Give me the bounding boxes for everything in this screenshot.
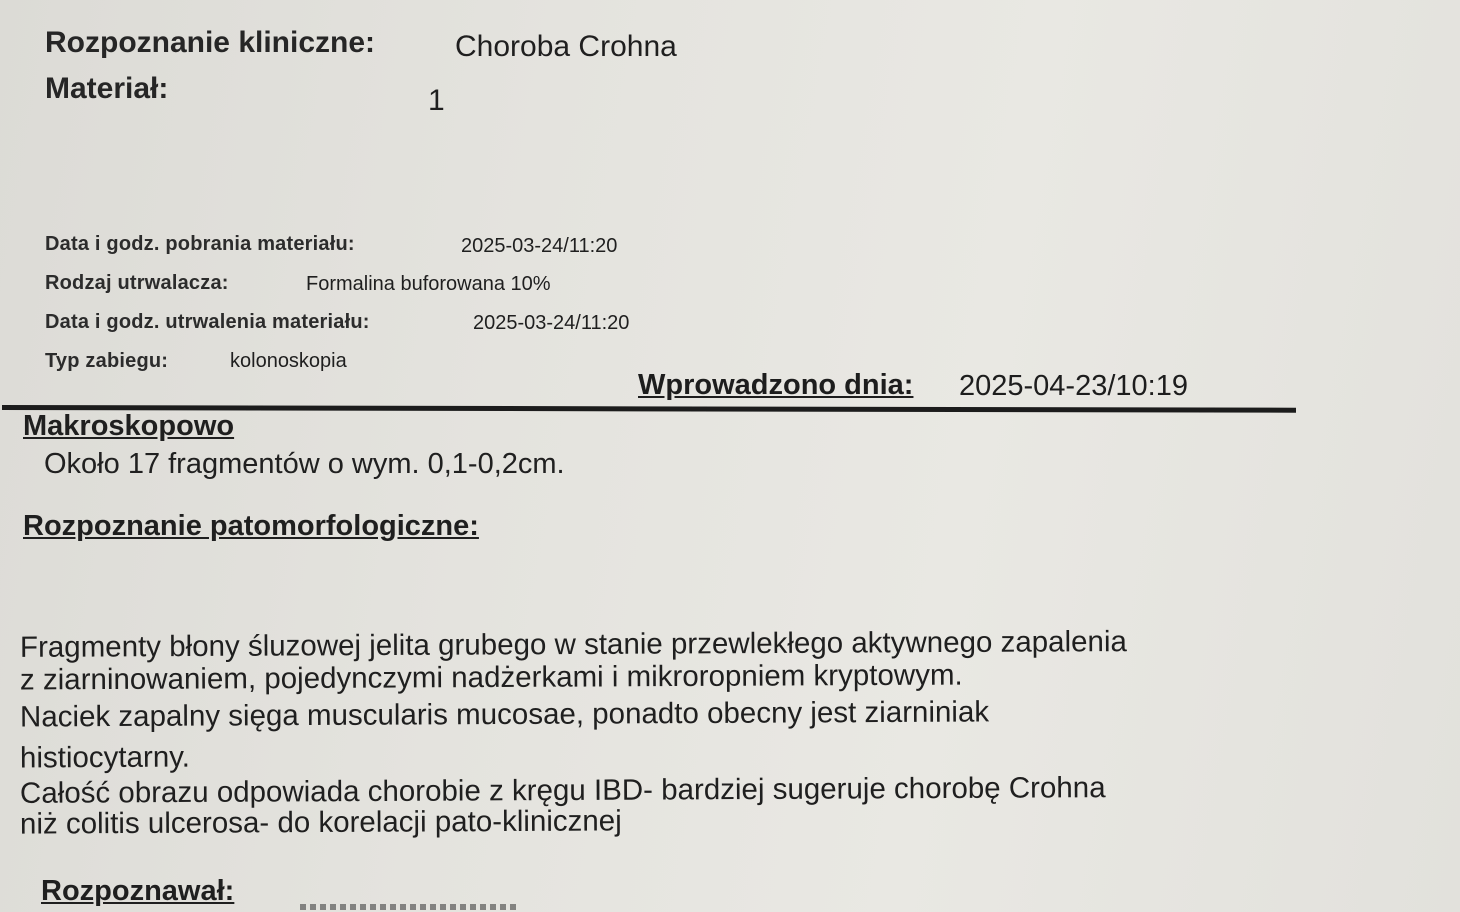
material-value: 1	[428, 84, 445, 117]
fixative-type-label: Rodzaj utrwalacza:	[45, 272, 229, 294]
material-label: Materiał:	[45, 72, 169, 105]
diagnosed-by-title: Rozpoznawał:	[41, 875, 235, 907]
collection-datetime-label: Data i godz. pobrania materiału:	[45, 233, 355, 255]
macroscopic-text: Około 17 fragmentów o wym. 0,1-0,2cm.	[44, 448, 565, 480]
diagnosis-line-1: Fragmenty błony śluzowej jelita grubego w stanie przewlekłego aktywnego zapalenia	[19, 625, 1127, 664]
fixation-datetime-value: 2025-03-24/11:20	[473, 312, 630, 334]
macroscopic-title: Makroskopowo	[23, 410, 235, 442]
diagnosis-line-3: Naciek zapalny sięga muscularis mucosae, ponadto obecny jest ziarniniak	[19, 695, 990, 734]
fixation-datetime-label: Data i godz. utrwalenia materiału:	[45, 311, 370, 333]
diagnosis-line-6: niż colitis ulcerosa- do korelacji pato-klinicznej	[19, 804, 622, 841]
clinical-diagnosis-value: Choroba Crohna	[455, 30, 677, 63]
diagnosis-line-5: Całość obrazu odpowiada chorobie z kręgu IBD- bardziej sugeruje chorobę Crohna	[19, 771, 1106, 810]
collection-datetime-value: 2025-03-24/11:20	[461, 235, 618, 257]
fixative-type-value: Formalina buforowana 10%	[306, 273, 551, 295]
diagnosis-line-4: histiocytarny.	[19, 740, 191, 775]
pathomorphological-diagnosis-title: Rozpoznanie patomorfologiczne:	[23, 510, 479, 542]
cropped-signature-name	[300, 902, 520, 912]
entered-date-value: 2025-04-23/10:19	[959, 370, 1188, 402]
procedure-type-value: kolonoskopia	[230, 350, 347, 372]
entered-date-label: Wprowadzono dnia:	[638, 369, 914, 401]
clinical-diagnosis-label: Rozpoznanie kliniczne:	[45, 26, 376, 59]
procedure-type-label: Typ zabiegu:	[45, 350, 169, 372]
diagnosis-line-2: z ziarninowaniem, pojedynczymi nadżerkami i mikroropniem kryptowym.	[19, 658, 963, 697]
